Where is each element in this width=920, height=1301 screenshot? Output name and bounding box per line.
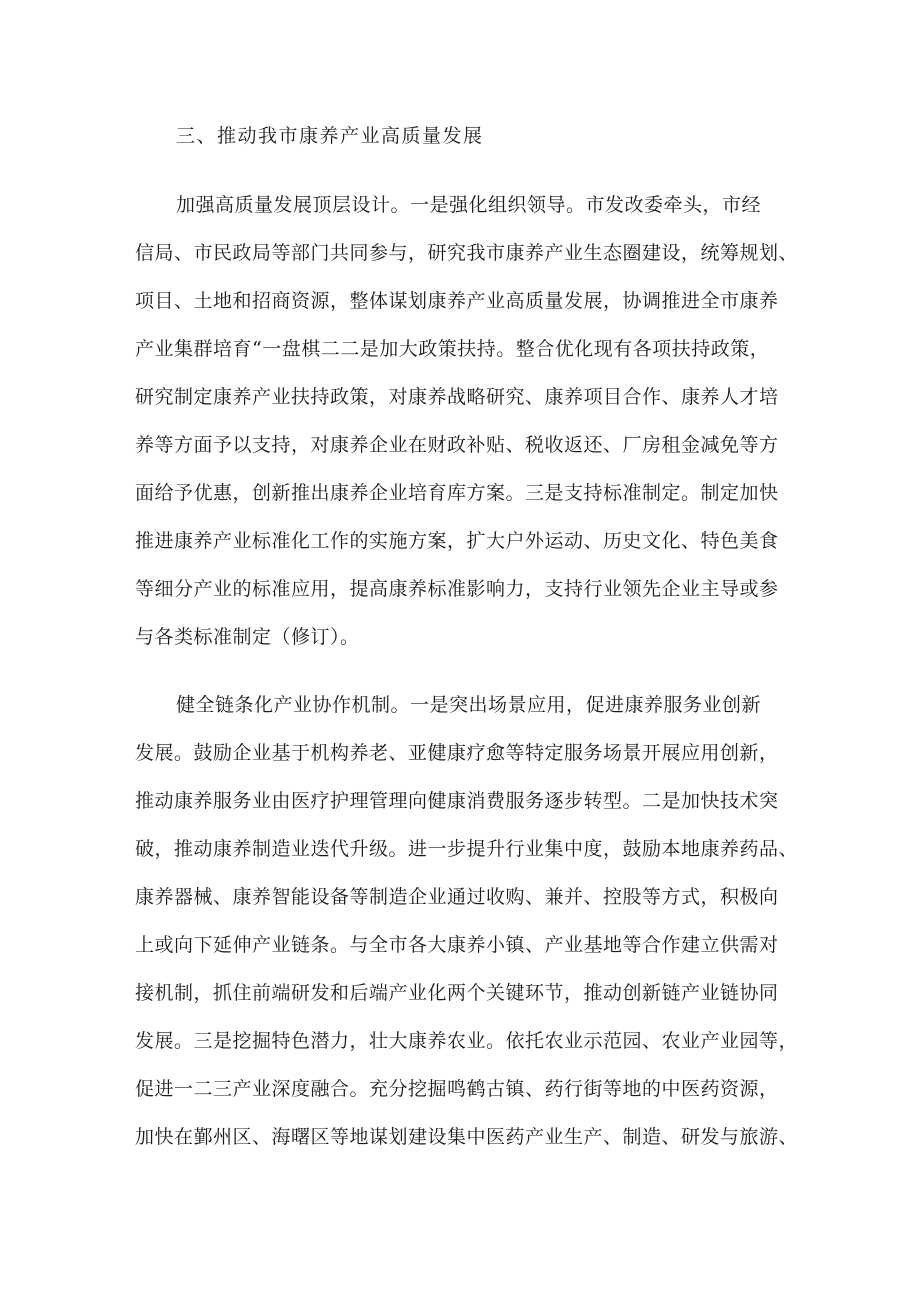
paragraph-1-line-9: 等细分产业的标准应用，提高康养标准影响力，支持行业领先企业主导或参 [135,578,779,600]
paragraph-2-line-9: 促进一二三产业深度融合。充分挖掘鸣鹤古镇、药行街等地的中医药资源， [135,1078,779,1100]
paragraph-2-line-10: 加快在鄞州区、海曙区等地谋划建设集中医药产业生产、制造、研发与旅游、 [135,1126,799,1148]
paragraph-2-line-2: 发展。鼓励企业基于机构养老、亚健康疗愈等特定服务场景开展应用创新， [135,742,779,764]
paragraph-1-line-1: 加强高质量发展顶层设计。一是强化组织领导。市发改委牵头，市经 [176,194,762,216]
paragraph-2-line-4: 破，推动康养制造业迭代升级。进一步提升行业集中度，鼓励本地康养药品、 [135,838,799,860]
paragraph-2-line-5: 康养器械、康养智能设备等制造企业通过收购、兼并、控股等方式，积极向 [135,886,779,908]
paragraph-1-line-2: 信局、市民政局等部门共同参与，研究我市康养产业生态圈建设，统筹规划、 [135,242,799,264]
paragraph-1-line-8: 推进康养产业标准化工作的实施方案，扩大户外运动、历史文化、特色美食 [135,530,779,552]
paragraph-1-line-3: 项目、土地和招商资源，整体谋划康养产业高质量发展，协调推进全市康养 [135,290,779,312]
paragraph-2-line-7: 接机制，抓住前端研发和后端产业化两个关键环节，推动创新链产业链协同 [135,982,779,1004]
paragraph-2-line-1: 健全链条化产业协作机制。一是突出场景应用，促进康养服务业创新 [176,694,762,716]
paragraph-2-line-3: 推动康养服务业由医疗护理管理向健康消费服务逐步转型。二是加快技术突 [135,790,779,812]
paragraph-1-line-10: 与各类标准制定（修订）。 [135,626,360,648]
paragraph-1-line-5: 研究制定康养产业扶持政策，对康养战略研究、康养项目合作、康养人才培 [135,386,779,408]
paragraph-2-line-8: 发展。三是挖掘特色潜力，壮大康养农业。依托农业示范园、农业产业园等， [135,1030,799,1052]
section-heading: 三、推动我市康养产业高质量发展 [176,125,484,147]
paragraph-1-line-7: 面给予优惠，创新推出康养企业培育库方案。三是支持标准制定。制定加快 [135,482,779,504]
paragraph-2-line-6: 上或向下延伸产业链条。与全市各大康养小镇、产业基地等合作建立供需对 [135,934,779,956]
paragraph-1-line-6: 养等方面予以支持，对康养企业在财政补贴、税收返还、厂房租金减免等方 [135,434,779,456]
paragraph-1-line-4: 产业集群培育“一盘棋二二是加大政策扶持。整合优化现有各项扶持政策， [135,338,770,360]
